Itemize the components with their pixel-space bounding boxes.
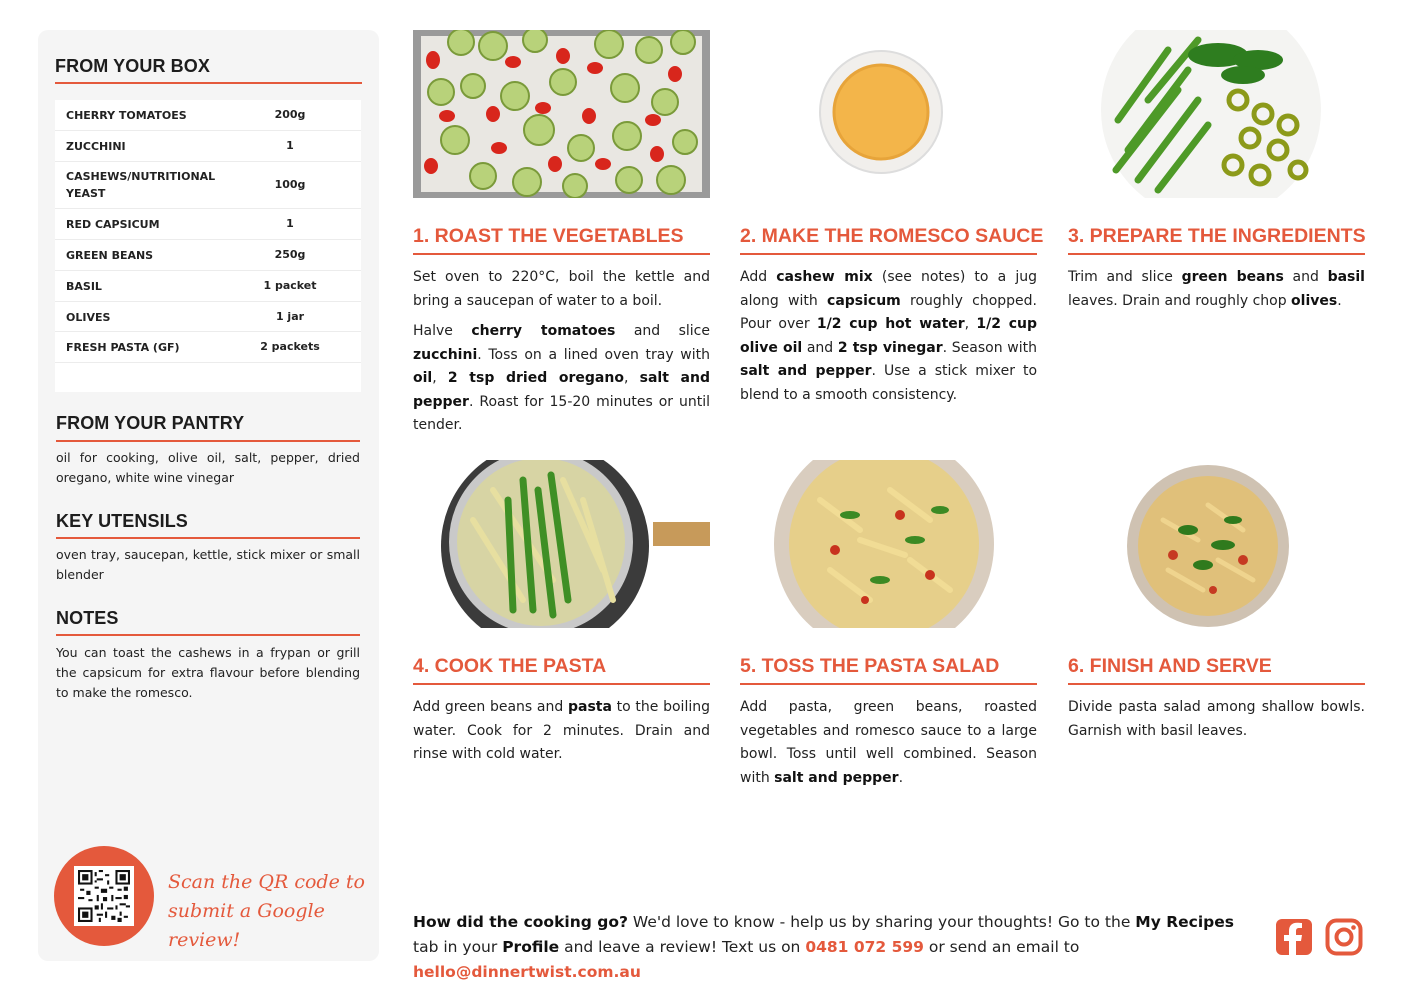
ingredient-row [55,240,361,271]
ingredient-quantity: 200g [274,108,306,121]
text-run: (see notes) to a jug along with [740,269,1037,309]
step-2-image [740,30,1037,198]
ingredients-table [55,100,361,392]
served-pasta-bowl-image [1068,460,1365,628]
tossed-pasta-salad-image [740,460,1037,628]
ingredient-quantity: 1 [286,217,294,230]
footer-text-run: and leave a review! Text us on [559,938,806,956]
utensils-text: oven tray, saucepan, kettle, stick mixer or small blender [56,547,360,582]
roasted-vegetables-tray-image [413,30,710,198]
ingredient-name: ZUCCHINI [66,140,126,153]
step-title-rule [1068,683,1365,685]
emphasis-text: 1/2 cup olive oil [740,316,1037,356]
qr-caption-line: Scan the QR code to [168,871,365,893]
heading-rule [56,634,360,636]
footer-text-run: We'd love to know - help us by sharing your thoughts! Go to the [627,913,1136,931]
ingredient-name: CHERRY TOMATOES [66,109,187,122]
text-run: Trim and slice [1068,269,1182,285]
step-title-rule [740,683,1037,685]
text-run: . Roast for 15-20 minutes or until tender. [413,393,710,433]
facebook-icon[interactable] [1275,918,1313,956]
ingredient-quantity: 1 packet [263,279,317,292]
text-run: , [964,316,977,332]
step-3-image [1068,30,1365,198]
ingredient-row [55,100,361,131]
emphasis-text: pasta [567,699,612,715]
text-run: and [1283,269,1328,285]
text-run: roughly chopped. Pour over [740,292,1037,332]
step-6-image [1068,460,1365,628]
text-run: . Use a stick mixer to blend to a smooth consistency. [740,363,1038,403]
step-title-rule [740,253,1037,255]
instruction-paragraph [413,320,710,438]
pantry-text: oil for cooking, olive oil, salt, pepper, dried oregano, white wine vinegar [56,450,360,485]
pasta-in-colander-image [413,460,710,628]
emphasis-text: salt and pepper [774,769,899,786]
step-4-instructions [413,696,710,774]
ingredient-quantity: 1 [286,139,294,152]
text-run: . Toss on a lined oven tray with [477,346,710,363]
step-1-title: 1. ROAST THE VEGETABLES [413,225,684,247]
text-run: Set oven to 220°C, boil the kettle and bring a saucepan of water to a boil. [413,269,710,309]
instruction-paragraph [1068,696,1365,743]
footer-text-run: or send an email to [923,938,1080,956]
emphasis-text: salt and pepper [413,370,710,410]
emphasis-text: oil [413,370,433,386]
emphasis-text: 2 tsp dried oregano [447,370,624,386]
ingredient-quantity: 250g [274,248,306,261]
step-4-title: 4. COOK THE PASTA [413,655,607,677]
emphasis-text: 1/2 cup hot water [816,316,965,332]
qr-caption-line: submit a Google review! [168,900,325,951]
qr-code-badge[interactable] [54,846,154,946]
ingredient-quantity: 2 packets [260,340,320,353]
from-your-pantry-heading: FROM YOUR PANTRY [56,413,245,433]
ingredient-name: CASHEWS/NUTRITIONAL YEAST [66,170,216,200]
heading-rule [56,537,360,539]
text-run: and slice [615,323,710,339]
step-5-image [740,460,1037,628]
phone-link[interactable]: 0481 072 599 [805,938,924,956]
ingredient-quantity: 100g [274,178,306,191]
step-5-instructions [740,696,1037,797]
key-utensils-heading: KEY UTENSILS [56,511,188,531]
ingredient-name: GREEN BEANS [66,249,154,262]
step-4-image [413,460,710,628]
text-run: Add [740,269,777,285]
text-run: , [623,370,640,386]
email-link[interactable]: hello@dinnertwist.com.au [413,963,641,981]
heading-rule [55,82,362,84]
heading-rule [56,440,360,442]
emphasis-text: My Recipes [1135,913,1234,931]
text-run: leaves. Drain and roughly chop [1068,292,1292,309]
ingredient-row [55,271,361,302]
emphasis-text: capsicum [827,292,901,309]
emphasis-text: Profile [502,938,560,956]
step-6-title: 6. FINISH AND SERVE [1068,655,1272,677]
step-1-image [413,30,710,198]
step-title-rule [1068,253,1365,255]
ingredient-row [55,209,361,240]
ingredient-quantity: 1 jar [275,310,305,323]
step-6-instructions [1068,696,1365,750]
ingredient-row [55,302,361,332]
instagram-icon[interactable] [1325,918,1363,956]
notes-text: You can toast the cashews in a frypan or grill the capsicum for extra flavour before blending to make the romesco. [56,645,360,700]
sidebar [38,30,379,961]
emphasis-text: salt and pepper [740,363,872,379]
text-run: Halve [413,323,472,339]
text-run: to the boiling water. Cook for 2 minutes. Drain and rinse with cold water. [413,699,710,762]
text-run: . [1337,292,1342,309]
text-run: . Season with [942,339,1037,356]
step-title-rule [413,253,710,255]
instruction-paragraph [740,696,1037,790]
romesco-sauce-bowl-image [740,30,1037,198]
emphasis-text: How did the cooking go? [413,913,628,931]
ingredient-row [55,332,361,363]
text-run: , [432,370,448,386]
step-title-rule [413,683,710,685]
ingredient-name: OLIVES [66,311,111,324]
footer-review-text [413,910,1263,985]
step-2-instructions [740,266,1037,414]
text-run: and [802,339,838,356]
emphasis-text: cherry tomatoes [471,323,616,339]
emphasis-text: basil [1327,269,1365,285]
step-5-title: 5. TOSS THE PASTA SALAD [740,655,1000,677]
qr-caption [168,868,368,955]
text-run: Add green beans and [413,699,568,715]
emphasis-text: cashew mix [776,269,873,285]
ingredient-row [55,131,361,162]
ingredient-name: RED CAPSICUM [66,218,160,231]
emphasis-text: 2 tsp vinegar [837,339,943,356]
step-2-title: 2. MAKE THE ROMESCO SAUCE [740,225,1044,247]
text-run: . [898,769,904,786]
emphasis-text: olives [1291,292,1338,309]
prepared-ingredients-plate-image [1068,30,1365,198]
emphasis-text: zucchini [413,346,478,363]
text-run: Add pasta, green beans, roasted vegetables and romesco sauce to a large bowl. Toss until well combined. Season with [740,699,1037,786]
instruction-paragraph [1068,266,1365,313]
step-3-title: 3. PREPARE THE INGREDIENTS [1068,225,1366,247]
step-1-instructions [413,266,710,445]
instruction-paragraph [740,266,1037,407]
ingredient-name: BASIL [66,280,102,293]
instruction-paragraph [413,266,710,313]
step-3-instructions [1068,266,1365,320]
emphasis-text: green beans [1181,269,1284,285]
qr-code-icon [78,870,130,922]
from-your-box-heading: FROM YOUR BOX [55,56,210,76]
notes-heading: NOTES [56,608,119,628]
ingredient-name: FRESH PASTA (GF) [66,341,180,354]
qr-code[interactable] [74,866,134,926]
instruction-paragraph [413,696,710,767]
ingredient-row [55,162,361,209]
text-run: Divide pasta salad among shallow bowls. Garnish with basil leaves. [1068,699,1365,739]
footer-text-run: tab in your [413,938,503,956]
